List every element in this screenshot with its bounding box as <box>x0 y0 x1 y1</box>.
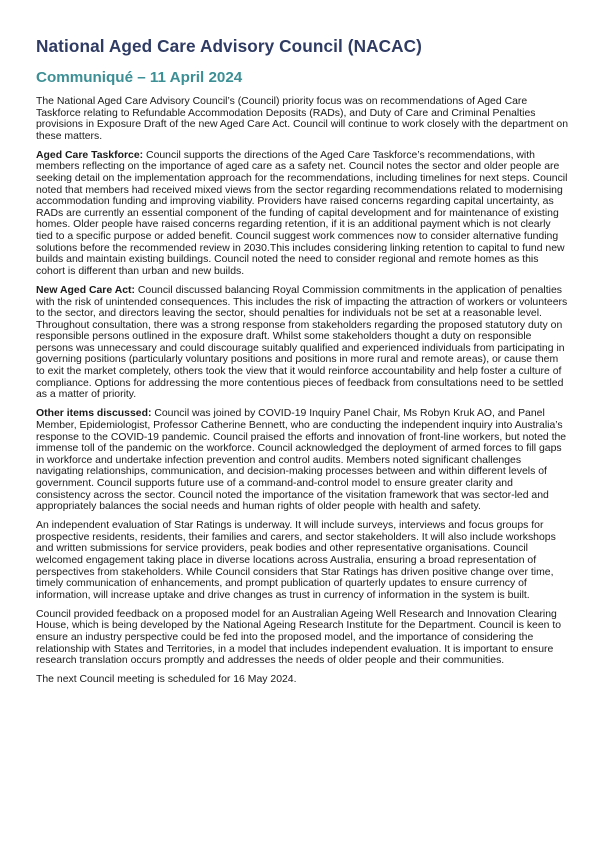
section-text: Council was joined by COVID-19 Inquiry Panel Chair, Ms Robyn Kruk AO, and Panel Member, Epidemiologist, Professor Catherine Bennett, who are conducting the independent inquiry into Australia’s response to the COVID-19 pandemic. Council praised the efforts and innovation of front-line workers, but noted the immense toll of the pandemic on the workforce. Council acknowledged the deployment of armed forces to fill gaps in workforce and undertake infection prevention and control audits. Members noted significant challenges navigating relationships, communication, and decision-making processes between and within different levels of government. Council supports future use of a command-and-control model to ensure greater clarity and consistency across the sector. Council noted the importance of the visitation framework that was sector-led and appropriately balances the social needs and human rights of older people with health and safety. <box>36 408 567 513</box>
section-heading: Other items discussed: <box>36 408 152 420</box>
intro-paragraph: The National Aged Care Advisory Council’s (Council) priority focus was on recommendations of Aged Care Taskforce relating to Refundable Accommodation Deposits (RADs), and Duty of Care and Criminal Penalties provisions in Exposure Draft of the new Aged Care Act. Council will continue to work closely with the department on these matters. <box>36 96 569 142</box>
section-text: Council discussed balancing Royal Commission commitments in the application of penalties with the risk of unintended consequences. This includes the risk of impacting the attraction of workers or volunteers to the sector, and directors leaving the sector, should penalties for individuals not be set at a reasonable level. Throughout consultation, there was a strong response from stakeholders regarding the proposed statutory duty on responsible persons outlined in the exposure draft. Whilst some stakeholders thought a duty on responsible persons was unnecessary and could discourage suitably qualified and experienced individuals from participating in governing positions (particularly voluntary positions and positions in more rural and remote areas), or cause them to exit the market completely, others took the view that it would reinforce accountability and help foster a culture of compliance. Options for addressing the more contentious pieces of feedback from consultations need to be settled as a matter of priority. <box>36 284 568 401</box>
section-heading: New Aged Care Act: <box>36 284 135 296</box>
section-new-aged-care-act <box>36 285 569 401</box>
next-meeting-paragraph: The next Council meeting is scheduled for 16 May 2024. <box>36 674 297 686</box>
star-ratings-paragraph: An independent evaluation of Star Ratings is underway. It will include surveys, interviews and focus groups for prospective residents, residents, their families and carers, and sector stakeholders. It will also include workshops and written submissions for service providers, peak bodies and other representative organisations. Council welcomed engagement taking place in diverse locations across Australia, ensuring a broad representation of perspectives from stakeholders. While Council considers that Star Ratings has driven positive change over time, timely communication of enhancements, and prompt publication of quarterly updates to ensure currency of information, will increase uptake and drive changes as trust in currency of information in the system is built. <box>36 520 556 601</box>
section-other-items <box>36 408 569 512</box>
page-title: National Aged Care Advisory Council (NACAC) <box>36 36 422 56</box>
section-aged-care-taskforce <box>36 150 569 278</box>
page-subtitle: Communiqué – 11 April 2024 <box>36 69 243 86</box>
document-body <box>36 96 569 686</box>
research-paragraph: Council provided feedback on a proposed model for an Australian Ageing Well Research and Innovation Clearing House, which is being developed by the National Ageing Research Institute for the Department. Council is keen to ensure an industry perspective could be fed into the proposed model, and the importance of considering the relationship with States and Territories, in a model that includes independent evaluation. It is important to ensure research translation occurs promptly and addresses the needs of older people and their communities. <box>36 608 562 667</box>
section-text: Council supports the directions of the Aged Care Taskforce’s recommendations, with members reflecting on the importance of aged care as a safety net. Council notes the sector and older people are seeking detail on the implementation approach for the recommendations, including timelines for next steps. Council noted that members had received mixed views from the sector regarding recommendations related to modernising accommodation funding and improving viability. Providers have raised concerns regarding capital uncertainty, as RADs are currently an essential component of the funding of capital development and for maintenance of existing homes. Older people have raised concerns regarding retention, if it is an additional payment which is not clearly tied to a specific purpose or added benefit. Council suggest work commences now to consider alternative funding solutions before the recommended review in 2030.This includes considering linking retention to capital to fund new builds and maintain existing buildings. Council noted the need to consider regional and remote homes as this cohort is different than urban and new builds. <box>36 149 568 277</box>
section-heading: Aged Care Taskforce: <box>36 149 144 161</box>
